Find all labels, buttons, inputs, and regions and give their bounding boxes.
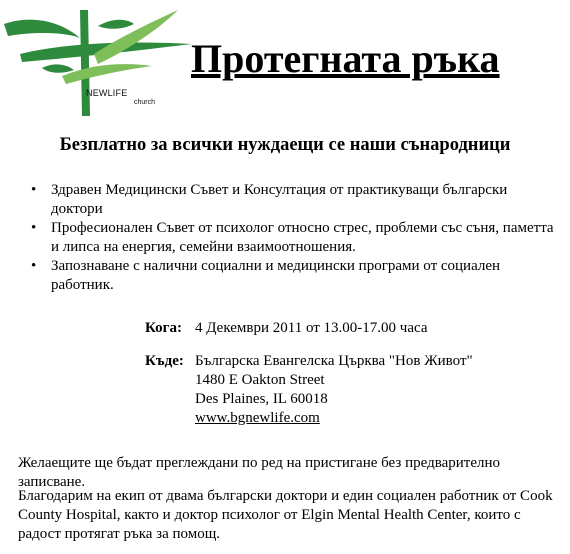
list-item	[0, 219, 560, 257]
cross-swoosh-logo-icon	[2, 4, 200, 122]
thanks-note: Благодарим на екип от двама български доктори и един социален работник от Cook County Hospital, както и доктор психолог от Elgin Mental Health Center, които с радост протягат ръка за помощ.	[18, 488, 553, 542]
list-item-text: Професионален Съвет от психолог относно стрес, проблеми със съня, паметта и липса на енергия, семейни взаимоотношения.	[51, 220, 554, 255]
event-details	[145, 319, 473, 428]
bullet-icon: •	[31, 182, 37, 198]
address-line: Българска Евангелска Църква "Нов Живот"	[195, 353, 473, 369]
logo-subname: church	[134, 99, 156, 106]
bullet-icon: •	[31, 258, 37, 274]
when-row	[145, 319, 473, 338]
page-subtitle: Безплатно за всички нуждаещи се наши сънародници	[59, 135, 511, 155]
logo-name: NEWLIFE	[86, 88, 128, 98]
website-link[interactable]: www.bgnewlife.com	[195, 410, 320, 426]
list-item-text: Запознаване с налични социални и медицински програми от социален работник.	[51, 258, 501, 293]
where-label: Къде:	[145, 353, 184, 369]
list-item	[0, 181, 560, 219]
list-item	[0, 257, 560, 295]
walk-in-note: Желаещите ще бъдат преглеждани по ред на пристигане без предварително записване.	[18, 455, 500, 490]
when-value: 4 Декември 2011 от 13.00-17.00 часа	[195, 320, 428, 336]
bullet-icon: •	[31, 220, 37, 236]
address-line: 1480 E Oakton Street	[195, 372, 325, 388]
where-row	[145, 352, 473, 428]
services-list	[0, 181, 560, 295]
page-title: Протегната ръка	[191, 36, 500, 81]
address-line: Des Plaines, IL 60018	[195, 391, 328, 407]
newlife-church-logo	[2, 4, 200, 122]
list-item-text: Здравен Медицински Съвет и Консултация от практикуващи български доктори	[51, 182, 508, 217]
when-label: Кога:	[145, 320, 182, 336]
